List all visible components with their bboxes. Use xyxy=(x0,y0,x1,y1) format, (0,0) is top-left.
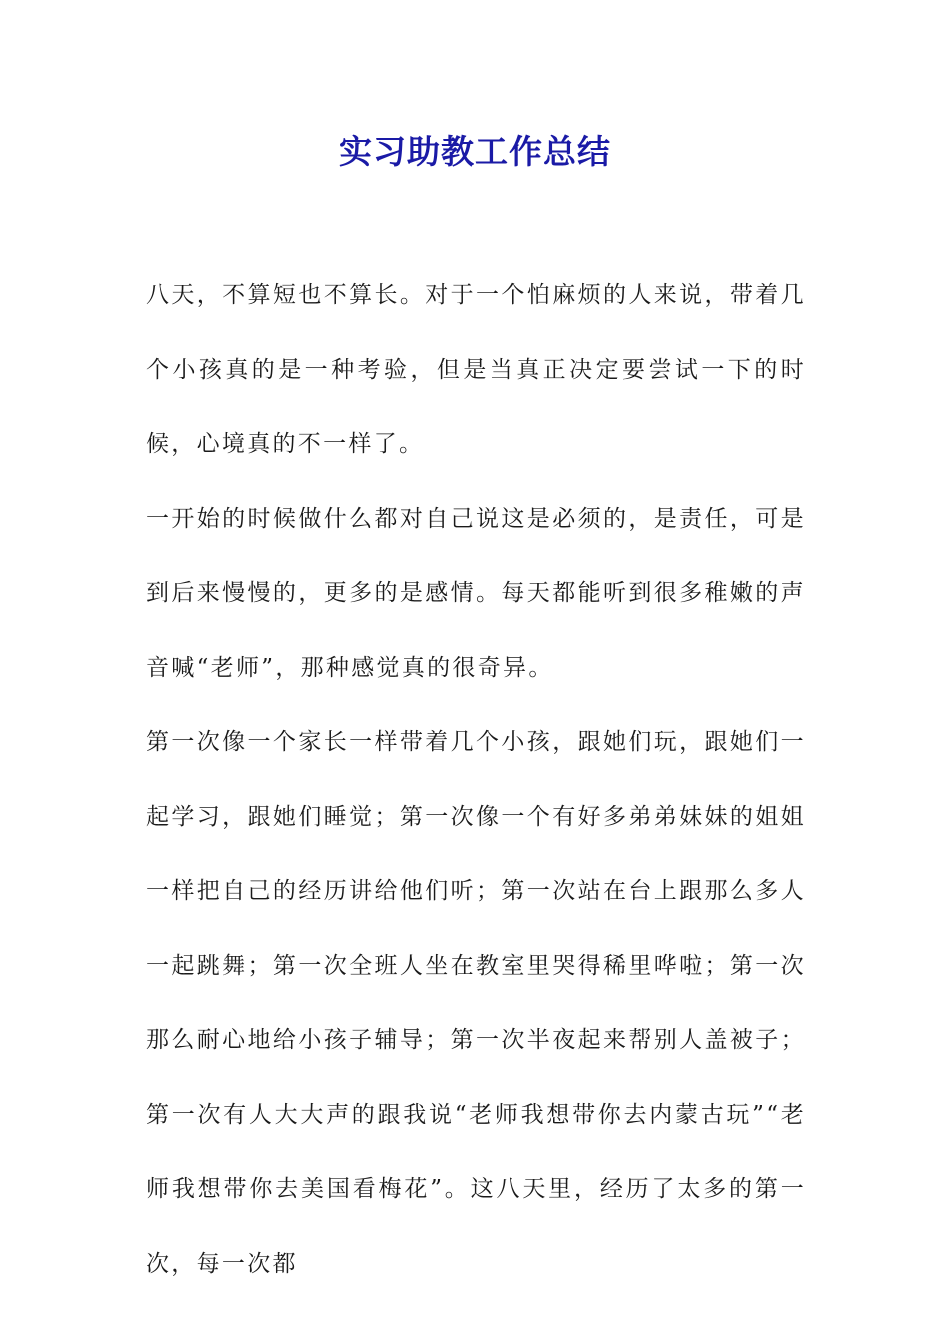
paragraph-3: 第一次像一个家长一样带着几个小孩，跟她们玩，跟她们一起学习，跟她们睡觉；第一次像一个有好多弟弟妹妹的姐姐一样把自己的经历讲给他们听；第一次站在台上跟那么多人一起跳舞；第一次全班人坐在教室里哭得稀里哗啦；第一次那么耐心地给小孩子辅导；第一次半夜起来帮别人盖被子；第一次有人大大声的跟我说“老师我想带你去内蒙古玩”“老师我想带你去美国看梅花”。这八天里，经历了太多的第一次，每一次都 xyxy=(146,729,806,1277)
document-body xyxy=(146,258,806,1301)
paragraph-2: 一开始的时候做什么都对自己说这是必须的，是责任，可是到后来慢慢的，更多的是感情。每天都能听到很多稚嫩的声音喊“老师”，那种感觉真的很奇异。 xyxy=(146,505,806,681)
document-title: 实习助教工作总结 xyxy=(339,132,611,171)
paragraph-1: 八天，不算短也不算长。对于一个怕麻烦的人来说，带着几个小孩真的是一种考验，但是当真正决定要尝试一下的时候，心境真的不一样了。 xyxy=(146,282,806,457)
